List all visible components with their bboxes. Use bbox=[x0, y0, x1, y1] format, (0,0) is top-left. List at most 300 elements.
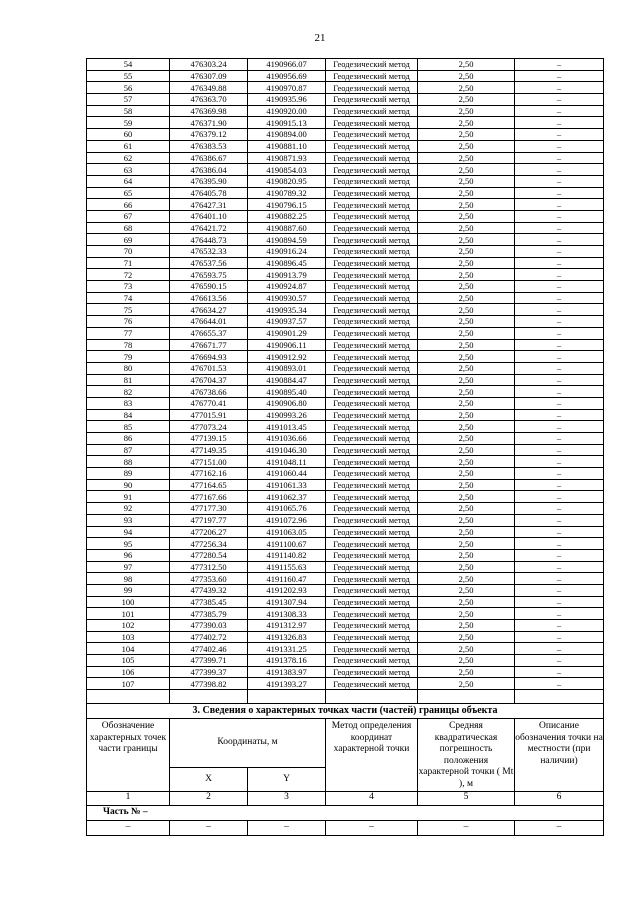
description-cell: – bbox=[515, 234, 604, 246]
method-cell: Геодезический метод bbox=[326, 561, 418, 573]
point-number-cell: 80 bbox=[87, 362, 170, 374]
point-row bbox=[87, 620, 604, 632]
x-coordinate-cell: 476371.90 bbox=[170, 117, 248, 129]
point-number-cell: 89 bbox=[87, 468, 170, 480]
precision-cell: 2,50 bbox=[418, 620, 515, 632]
y-coordinate-cell: 4191062.37 bbox=[248, 491, 326, 503]
empty-cell: – bbox=[418, 820, 515, 835]
precision-header: Средняя квадратическая погрешность положения характерной точки ( Mt ), м bbox=[418, 719, 515, 792]
method-cell: Геодезический метод bbox=[326, 234, 418, 246]
precision-cell: 2,50 bbox=[418, 351, 515, 363]
point-number-cell: 76 bbox=[87, 316, 170, 328]
precision-cell: 2,50 bbox=[418, 397, 515, 409]
method-cell: Геодезический метод bbox=[326, 164, 418, 176]
x-coordinate-cell: 477402.46 bbox=[170, 643, 248, 655]
x-coordinate-cell: 476634.27 bbox=[170, 304, 248, 316]
part-label: Часть № – bbox=[87, 805, 604, 820]
y-coordinate-cell: 4191140.82 bbox=[248, 549, 326, 561]
precision-cell: 2,50 bbox=[418, 292, 515, 304]
method-cell: Геодезический метод bbox=[326, 210, 418, 222]
description-cell: – bbox=[515, 655, 604, 667]
point-number-cell: 88 bbox=[87, 456, 170, 468]
point-number-cell: 90 bbox=[87, 479, 170, 491]
description-cell: – bbox=[515, 105, 604, 117]
method-cell: Геодезический метод bbox=[326, 573, 418, 585]
point-number-cell: 58 bbox=[87, 105, 170, 117]
y-coordinate-cell: 4190894.59 bbox=[248, 234, 326, 246]
method-cell: Геодезический метод bbox=[326, 351, 418, 363]
x-coordinate-cell: 477151.00 bbox=[170, 456, 248, 468]
point-row bbox=[87, 199, 604, 211]
precision-cell: 2,50 bbox=[418, 643, 515, 655]
x-coordinate-cell: 476701.53 bbox=[170, 362, 248, 374]
x-coordinate-cell: 476644.01 bbox=[170, 316, 248, 328]
point-number-cell: 72 bbox=[87, 269, 170, 281]
description-cell: – bbox=[515, 70, 604, 82]
method-cell: Геодезический метод bbox=[326, 187, 418, 199]
description-cell: – bbox=[515, 491, 604, 503]
method-cell: Геодезический метод bbox=[326, 327, 418, 339]
method-cell: Геодезический метод bbox=[326, 479, 418, 491]
method-cell: Геодезический метод bbox=[326, 129, 418, 141]
point-number-cell: 93 bbox=[87, 514, 170, 526]
blank-cell bbox=[87, 690, 170, 704]
description-cell: – bbox=[515, 246, 604, 258]
blank-row bbox=[87, 690, 604, 704]
description-cell: – bbox=[515, 479, 604, 491]
precision-cell: 2,50 bbox=[418, 526, 515, 538]
point-number-cell: 97 bbox=[87, 561, 170, 573]
point-row bbox=[87, 351, 604, 363]
method-cell: Геодезический метод bbox=[326, 456, 418, 468]
description-cell: – bbox=[515, 666, 604, 678]
y-coordinate-cell: 4190906.11 bbox=[248, 339, 326, 351]
description-header: Описание обозначения точки на местности (при наличии) bbox=[515, 719, 604, 792]
y-coordinate-cell: 4191036.66 bbox=[248, 433, 326, 445]
y-coordinate-cell: 4190820.95 bbox=[248, 175, 326, 187]
point-row bbox=[87, 362, 604, 374]
y-coordinate-cell: 4190906.80 bbox=[248, 397, 326, 409]
precision-cell: 2,50 bbox=[418, 59, 515, 71]
x-coordinate-cell: 477402.72 bbox=[170, 631, 248, 643]
point-number-cell: 60 bbox=[87, 129, 170, 141]
point-row bbox=[87, 573, 604, 585]
description-cell: – bbox=[515, 643, 604, 655]
point-row bbox=[87, 479, 604, 491]
point-row bbox=[87, 561, 604, 573]
point-row bbox=[87, 596, 604, 608]
y-coordinate-cell: 4191061.33 bbox=[248, 479, 326, 491]
y-coordinate-cell: 4190896.45 bbox=[248, 257, 326, 269]
y-coordinate-cell: 4190970.87 bbox=[248, 82, 326, 94]
x-coordinate-cell: 476386.04 bbox=[170, 164, 248, 176]
point-number-cell: 95 bbox=[87, 538, 170, 550]
point-row bbox=[87, 444, 604, 456]
x-coordinate-cell: 476349.88 bbox=[170, 82, 248, 94]
method-cell: Геодезический метод bbox=[326, 140, 418, 152]
point-row bbox=[87, 304, 604, 316]
y-coordinate-cell: 4190894.00 bbox=[248, 129, 326, 141]
description-cell: – bbox=[515, 362, 604, 374]
blank-cell bbox=[248, 690, 326, 704]
x-coordinate-cell: 477197.77 bbox=[170, 514, 248, 526]
method-cell: Геодезический метод bbox=[326, 269, 418, 281]
point-number-cell: 68 bbox=[87, 222, 170, 234]
description-cell: – bbox=[515, 514, 604, 526]
y-coordinate-cell: 4190920.00 bbox=[248, 105, 326, 117]
description-cell: – bbox=[515, 538, 604, 550]
y-coordinate-cell: 4191072.96 bbox=[248, 514, 326, 526]
method-cell: Геодезический метод bbox=[326, 444, 418, 456]
column-number: 3 bbox=[248, 791, 326, 805]
point-number-cell: 96 bbox=[87, 549, 170, 561]
description-cell: – bbox=[515, 175, 604, 187]
y-coordinate-cell: 4190915.13 bbox=[248, 117, 326, 129]
method-cell: Геодезический метод bbox=[326, 339, 418, 351]
x-coordinate-cell: 476655.37 bbox=[170, 327, 248, 339]
x-coordinate-cell: 477385.45 bbox=[170, 596, 248, 608]
precision-cell: 2,50 bbox=[418, 433, 515, 445]
point-number-cell: 103 bbox=[87, 631, 170, 643]
x-header: X bbox=[170, 768, 248, 791]
description-cell: – bbox=[515, 140, 604, 152]
point-number-cell: 98 bbox=[87, 573, 170, 585]
precision-cell: 2,50 bbox=[418, 666, 515, 678]
x-coordinate-cell: 476386.67 bbox=[170, 152, 248, 164]
x-coordinate-cell: 476369.98 bbox=[170, 105, 248, 117]
point-row bbox=[87, 129, 604, 141]
point-number-cell: 75 bbox=[87, 304, 170, 316]
x-coordinate-cell: 476427.31 bbox=[170, 199, 248, 211]
point-row bbox=[87, 152, 604, 164]
empty-cell: – bbox=[326, 820, 418, 835]
precision-cell: 2,50 bbox=[418, 608, 515, 620]
point-number-cell: 81 bbox=[87, 374, 170, 386]
point-number-cell: 61 bbox=[87, 140, 170, 152]
section-3-title: 3. Сведения о характерных точках части (частей) границы объекта bbox=[87, 704, 604, 719]
boundary-points-table bbox=[86, 58, 604, 704]
empty-cell: – bbox=[248, 820, 326, 835]
method-cell: Геодезический метод bbox=[326, 281, 418, 293]
precision-cell: 2,50 bbox=[418, 304, 515, 316]
column-number: 6 bbox=[515, 791, 604, 805]
precision-cell: 2,50 bbox=[418, 468, 515, 480]
blank-cell bbox=[326, 690, 418, 704]
precision-cell: 2,50 bbox=[418, 386, 515, 398]
precision-cell: 2,50 bbox=[418, 164, 515, 176]
point-number-cell: 73 bbox=[87, 281, 170, 293]
method-cell: Геодезический метод bbox=[326, 397, 418, 409]
x-coordinate-cell: 477164.65 bbox=[170, 479, 248, 491]
x-coordinate-cell: 477439.32 bbox=[170, 584, 248, 596]
method-cell: Геодезический метод bbox=[326, 82, 418, 94]
y-coordinate-cell: 4191378.16 bbox=[248, 655, 326, 667]
point-row bbox=[87, 421, 604, 433]
precision-cell: 2,50 bbox=[418, 187, 515, 199]
description-cell: – bbox=[515, 433, 604, 445]
point-designation-header: Обозначение характерных точек части границы bbox=[87, 719, 170, 792]
method-cell: Геодезический метод bbox=[326, 514, 418, 526]
y-coordinate-cell: 4191100.67 bbox=[248, 538, 326, 550]
point-row bbox=[87, 374, 604, 386]
blank-cell bbox=[170, 690, 248, 704]
point-row bbox=[87, 257, 604, 269]
precision-cell: 2,50 bbox=[418, 82, 515, 94]
description-cell: – bbox=[515, 94, 604, 106]
y-coordinate-cell: 4190930.57 bbox=[248, 292, 326, 304]
y-coordinate-cell: 4191046.30 bbox=[248, 444, 326, 456]
point-row bbox=[87, 643, 604, 655]
description-cell: – bbox=[515, 316, 604, 328]
description-cell: – bbox=[515, 199, 604, 211]
point-number-cell: 65 bbox=[87, 187, 170, 199]
point-row bbox=[87, 339, 604, 351]
part-points-table bbox=[86, 703, 604, 836]
precision-cell: 2,50 bbox=[418, 503, 515, 515]
y-coordinate-cell: 4190993.26 bbox=[248, 409, 326, 421]
point-row bbox=[87, 397, 604, 409]
point-row bbox=[87, 175, 604, 187]
x-coordinate-cell: 476590.15 bbox=[170, 281, 248, 293]
point-number-cell: 55 bbox=[87, 70, 170, 82]
method-cell: Геодезический метод bbox=[326, 584, 418, 596]
method-cell: Геодезический метод bbox=[326, 374, 418, 386]
y-coordinate-cell: 4190935.34 bbox=[248, 304, 326, 316]
description-cell: – bbox=[515, 468, 604, 480]
point-row bbox=[87, 210, 604, 222]
empty-cell: – bbox=[515, 820, 604, 835]
precision-cell: 2,50 bbox=[418, 152, 515, 164]
point-row bbox=[87, 117, 604, 129]
precision-cell: 2,50 bbox=[418, 70, 515, 82]
point-row bbox=[87, 246, 604, 258]
y-coordinate-cell: 4190924.87 bbox=[248, 281, 326, 293]
x-coordinate-cell: 477399.71 bbox=[170, 655, 248, 667]
description-cell: – bbox=[515, 561, 604, 573]
y-coordinate-cell: 4191307.94 bbox=[248, 596, 326, 608]
method-cell: Геодезический метод bbox=[326, 526, 418, 538]
point-row bbox=[87, 549, 604, 561]
point-number-cell: 74 bbox=[87, 292, 170, 304]
precision-cell: 2,50 bbox=[418, 269, 515, 281]
precision-cell: 2,50 bbox=[418, 105, 515, 117]
x-coordinate-cell: 477015.91 bbox=[170, 409, 248, 421]
description-cell: – bbox=[515, 397, 604, 409]
point-row bbox=[87, 140, 604, 152]
precision-cell: 2,50 bbox=[418, 596, 515, 608]
method-cell: Геодезический метод bbox=[326, 257, 418, 269]
description-cell: – bbox=[515, 129, 604, 141]
x-coordinate-cell: 476405.78 bbox=[170, 187, 248, 199]
precision-cell: 2,50 bbox=[418, 140, 515, 152]
point-number-cell: 101 bbox=[87, 608, 170, 620]
point-number-cell: 82 bbox=[87, 386, 170, 398]
description-cell: – bbox=[515, 503, 604, 515]
x-coordinate-cell: 476448.73 bbox=[170, 234, 248, 246]
precision-cell: 2,50 bbox=[418, 175, 515, 187]
description-cell: – bbox=[515, 456, 604, 468]
description-cell: – bbox=[515, 526, 604, 538]
point-number-cell: 92 bbox=[87, 503, 170, 515]
point-number-cell: 66 bbox=[87, 199, 170, 211]
method-cell: Геодезический метод bbox=[326, 549, 418, 561]
point-number-cell: 84 bbox=[87, 409, 170, 421]
point-number-cell: 85 bbox=[87, 421, 170, 433]
point-row bbox=[87, 94, 604, 106]
y-coordinate-cell: 4191312.97 bbox=[248, 620, 326, 632]
point-number-cell: 59 bbox=[87, 117, 170, 129]
description-cell: – bbox=[515, 549, 604, 561]
point-row bbox=[87, 503, 604, 515]
point-row bbox=[87, 234, 604, 246]
description-cell: – bbox=[515, 327, 604, 339]
y-coordinate-cell: 4190912.92 bbox=[248, 351, 326, 363]
description-cell: – bbox=[515, 339, 604, 351]
point-number-cell: 86 bbox=[87, 433, 170, 445]
precision-cell: 2,50 bbox=[418, 257, 515, 269]
method-cell: Геодезический метод bbox=[326, 152, 418, 164]
point-row bbox=[87, 164, 604, 176]
y-coordinate-cell: 4191065.76 bbox=[248, 503, 326, 515]
description-cell: – bbox=[515, 222, 604, 234]
point-number-cell: 104 bbox=[87, 643, 170, 655]
y-coordinate-cell: 4190895.40 bbox=[248, 386, 326, 398]
x-coordinate-cell: 477399.37 bbox=[170, 666, 248, 678]
y-coordinate-cell: 4190935.96 bbox=[248, 94, 326, 106]
y-coordinate-cell: 4190854.03 bbox=[248, 164, 326, 176]
method-cell: Геодезический метод bbox=[326, 316, 418, 328]
y-coordinate-cell: 4191308.33 bbox=[248, 608, 326, 620]
method-cell: Геодезический метод bbox=[326, 199, 418, 211]
description-cell: – bbox=[515, 608, 604, 620]
point-number-cell: 78 bbox=[87, 339, 170, 351]
point-number-cell: 77 bbox=[87, 327, 170, 339]
point-row bbox=[87, 70, 604, 82]
x-coordinate-cell: 476532.33 bbox=[170, 246, 248, 258]
point-number-cell: 107 bbox=[87, 678, 170, 690]
x-coordinate-cell: 476738.66 bbox=[170, 386, 248, 398]
method-cell: Геодезический метод bbox=[326, 222, 418, 234]
precision-cell: 2,50 bbox=[418, 655, 515, 667]
precision-cell: 2,50 bbox=[418, 561, 515, 573]
method-cell: Геодезический метод bbox=[326, 421, 418, 433]
y-coordinate-cell: 4190789.32 bbox=[248, 187, 326, 199]
point-row bbox=[87, 409, 604, 421]
method-cell: Геодезический метод bbox=[326, 105, 418, 117]
point-number-cell: 54 bbox=[87, 59, 170, 71]
x-coordinate-cell: 476421.72 bbox=[170, 222, 248, 234]
point-row bbox=[87, 316, 604, 328]
x-coordinate-cell: 476379.12 bbox=[170, 129, 248, 141]
point-number-cell: 100 bbox=[87, 596, 170, 608]
y-coordinate-cell: 4190887.60 bbox=[248, 222, 326, 234]
point-row bbox=[87, 514, 604, 526]
precision-cell: 2,50 bbox=[418, 210, 515, 222]
method-cell: Геодезический метод bbox=[326, 70, 418, 82]
precision-cell: 2,50 bbox=[418, 479, 515, 491]
y-coordinate-cell: 4191063.05 bbox=[248, 526, 326, 538]
y-coordinate-cell: 4190871.93 bbox=[248, 152, 326, 164]
point-row bbox=[87, 491, 604, 503]
column-number: 2 bbox=[170, 791, 248, 805]
point-row bbox=[87, 327, 604, 339]
point-number-cell: 106 bbox=[87, 666, 170, 678]
precision-cell: 2,50 bbox=[418, 514, 515, 526]
y-coordinate-cell: 4191326.83 bbox=[248, 631, 326, 643]
point-number-cell: 91 bbox=[87, 491, 170, 503]
x-coordinate-cell: 476383.53 bbox=[170, 140, 248, 152]
point-number-cell: 63 bbox=[87, 164, 170, 176]
precision-cell: 2,50 bbox=[418, 246, 515, 258]
x-coordinate-cell: 477206.27 bbox=[170, 526, 248, 538]
precision-cell: 2,50 bbox=[418, 584, 515, 596]
point-row bbox=[87, 631, 604, 643]
y-coordinate-cell: 4191393.27 bbox=[248, 678, 326, 690]
precision-cell: 2,50 bbox=[418, 316, 515, 328]
method-cell: Геодезический метод bbox=[326, 433, 418, 445]
y-coordinate-cell: 4191048.11 bbox=[248, 456, 326, 468]
y-coordinate-cell: 4190881.10 bbox=[248, 140, 326, 152]
y-coordinate-cell: 4190966.07 bbox=[248, 59, 326, 71]
description-cell: – bbox=[515, 374, 604, 386]
x-coordinate-cell: 477256.34 bbox=[170, 538, 248, 550]
x-coordinate-cell: 477139.15 bbox=[170, 433, 248, 445]
x-coordinate-cell: 477353.60 bbox=[170, 573, 248, 585]
description-cell: – bbox=[515, 304, 604, 316]
precision-cell: 2,50 bbox=[418, 421, 515, 433]
y-coordinate-cell: 4190901.29 bbox=[248, 327, 326, 339]
x-coordinate-cell: 476307.09 bbox=[170, 70, 248, 82]
x-coordinate-cell: 476395.90 bbox=[170, 175, 248, 187]
x-coordinate-cell: 477385.79 bbox=[170, 608, 248, 620]
description-cell: – bbox=[515, 620, 604, 632]
x-coordinate-cell: 476537.56 bbox=[170, 257, 248, 269]
point-row bbox=[87, 105, 604, 117]
point-number-cell: 94 bbox=[87, 526, 170, 538]
description-cell: – bbox=[515, 257, 604, 269]
precision-cell: 2,50 bbox=[418, 222, 515, 234]
point-row bbox=[87, 666, 604, 678]
y-coordinate-cell: 4191331.25 bbox=[248, 643, 326, 655]
description-cell: – bbox=[515, 584, 604, 596]
y-coordinate-cell: 4191013.45 bbox=[248, 421, 326, 433]
point-number-cell: 71 bbox=[87, 257, 170, 269]
method-cell: Геодезический метод bbox=[326, 246, 418, 258]
y-coordinate-cell: 4190937.57 bbox=[248, 316, 326, 328]
description-cell: – bbox=[515, 269, 604, 281]
method-cell: Геодезический метод bbox=[326, 503, 418, 515]
y-coordinate-cell: 4190884.47 bbox=[248, 374, 326, 386]
x-coordinate-cell: 477390.03 bbox=[170, 620, 248, 632]
point-row bbox=[87, 82, 604, 94]
description-cell: – bbox=[515, 631, 604, 643]
point-row bbox=[87, 386, 604, 398]
method-cell: Геодезический метод bbox=[326, 655, 418, 667]
x-coordinate-cell: 476593.75 bbox=[170, 269, 248, 281]
method-cell: Геодезический метод bbox=[326, 491, 418, 503]
precision-cell: 2,50 bbox=[418, 117, 515, 129]
point-number-cell: 57 bbox=[87, 94, 170, 106]
precision-cell: 2,50 bbox=[418, 374, 515, 386]
column-number: 1 bbox=[87, 791, 170, 805]
point-number-cell: 69 bbox=[87, 234, 170, 246]
x-coordinate-cell: 476401.10 bbox=[170, 210, 248, 222]
precision-cell: 2,50 bbox=[418, 327, 515, 339]
point-row bbox=[87, 292, 604, 304]
description-cell: – bbox=[515, 117, 604, 129]
y-coordinate-cell: 4190956.69 bbox=[248, 70, 326, 82]
x-coordinate-cell: 476363.70 bbox=[170, 94, 248, 106]
